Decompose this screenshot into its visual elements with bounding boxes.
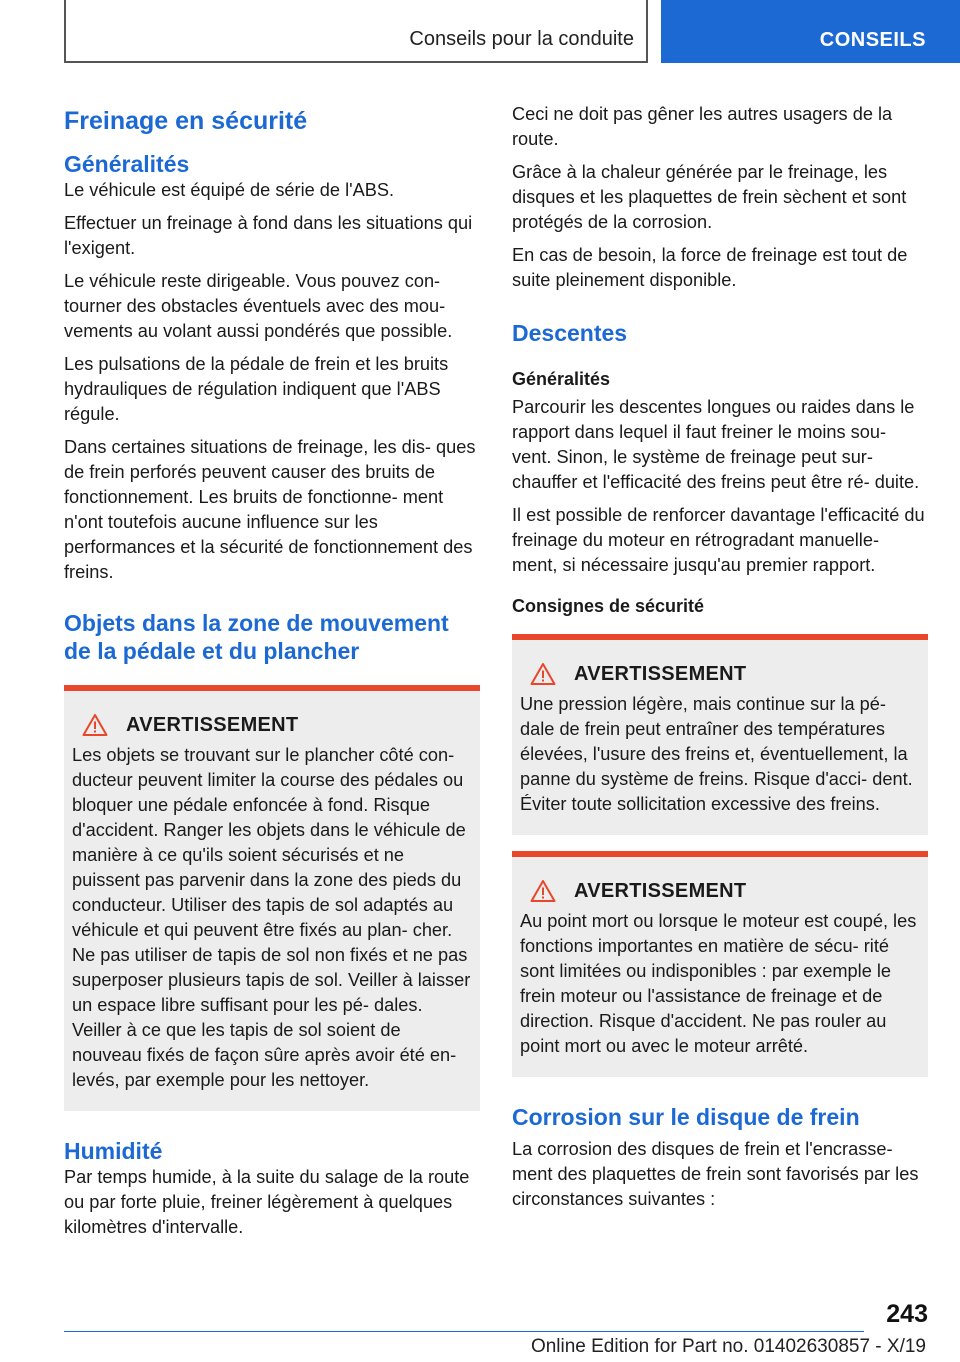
warning-box <box>512 851 928 1077</box>
page-number: 243 <box>886 1300 928 1328</box>
heading-humidity: Humidité <box>64 1138 163 1164</box>
paragraph: Le véhicule est équipé de série de l'ABS. <box>64 180 395 200</box>
paragraph: Par temps humide, à la suite du salage de la route ou par forte pluie, freiner légèrement à quelques kilomètres d'intervalle. <box>64 1167 470 1237</box>
heading-general: Généralités <box>64 151 190 177</box>
paragraph: En cas de besoin, la force de freinage est tout de suite pleinement disponible. <box>512 245 908 290</box>
warning-label: AVERTISSEMENT <box>574 879 747 902</box>
heading-corrosion: Corrosion sur le disque de frein <box>512 1104 860 1130</box>
subheading-general: Généralités <box>512 369 611 389</box>
paragraph: Parcourir les descentes longues ou raides dans le rapport dans lequel il faut freiner le moins sou‐ vent. Sinon, le système de freinage peut sur‐ chauffer et l'efficacité des freins peut être ré‐ duite. <box>512 397 920 492</box>
heading-descents: Descentes <box>512 320 628 346</box>
warning-header <box>72 713 472 737</box>
left-column <box>64 100 480 1248</box>
paragraph: Dans certaines situations de freinage, les dis‐ ques de frein perforés peuvent causer des bruits de fonctionnement. Les bruits de fonctionne‐ ment n'ont toutefois aucune influence sur les performances et la sécurité de fonctionnement des freins. <box>64 437 476 582</box>
subheading-safety: Consignes de sécurité <box>512 596 705 616</box>
warning-box <box>512 634 928 835</box>
paragraph: Grâce à la chaleur générée par le freinage, les disques et les plaquettes de frein sèchent et sont protégés de la corrosion. <box>512 162 907 232</box>
page-header <box>0 0 960 66</box>
warning-label: AVERTISSEMENT <box>574 662 747 685</box>
paragraph: Effectuer un freinage à fond dans les situations qui l'exigent. <box>64 213 473 258</box>
warning-triangle-icon <box>530 879 556 903</box>
header-section-title: Conseils pour la conduite <box>409 28 634 50</box>
right-column <box>512 102 928 1220</box>
warning-triangle-icon <box>82 713 108 737</box>
warning-header <box>520 879 920 903</box>
footer-edition: Online Edition for Part no. 01402630857 - X/19 <box>530 1336 926 1357</box>
heading-objects: Objets dans la zone de mouvement de la pédale et du plancher <box>64 610 449 664</box>
warning-text: Une pression légère, mais continue sur la pé‐ dale de frein peut entraîner des températures élevées, l'usure des freins et, éventuellement, la panne du système de freins. Risque d'acci‐ dent. Éviter toute sollicitation excessive des freins. <box>520 694 913 814</box>
header-chapter-label: CONSEILS <box>819 29 926 51</box>
warning-box <box>64 685 480 1111</box>
section-title: Freinage en sécurité <box>64 107 308 135</box>
paragraph: Ceci ne doit pas gêner les autres usagers de la route. <box>512 104 893 149</box>
warning-triangle-icon <box>530 662 556 686</box>
warning-text: Les objets se trouvant sur le plancher côté con‐ ducteur peuvent limiter la course des pédales ou bloquer une pédale enfoncée à fond. Risque d'accident. Ranger les objets dans le véhicule de manière à ce qu'ils soient sécurisés et ne puissent pas parvenir dans la zone des pieds du conducteur. Utiliser des tapis de sol adaptés au véhicule et qui peuvent être fixés au plan‐ cher. Ne pas utiliser de tapis de sol non fixés et ne pas superposer plusieurs tapis de sol. Veiller à laisser un espace libre suffisant pour les pé‐ dales. Veiller à ce que les tapis de sol soient de nouveau fixés de façon sûre après avoir été en‐ levés, par exemple pour les nettoyer. <box>72 745 471 1090</box>
warning-header <box>520 662 920 686</box>
warning-label: AVERTISSEMENT <box>126 713 299 736</box>
paragraph: Le véhicule reste dirigeable. Vous pouvez con‐ tourner des obstacles éventuels avec des mou‐ vements au volant aussi pondérés que possible. <box>64 271 453 341</box>
warning-text: Au point mort ou lorsque le moteur est coupé, les fonctions importantes en matière de sécu‐ rité sont limitées ou indisponibles : par exemple le frein moteur ou l'assistance de freinage et de direction. Risque d'accident. Ne pas rouler au point mort ou avec le moteur arrêté. <box>520 911 917 1056</box>
paragraph: Les pulsations de la pédale de frein et les bruits hydrauliques de régulation indiquent que l'ABS régule. <box>64 354 449 424</box>
paragraph: La corrosion des disques de frein et l'encrasse‐ ment des plaquettes de frein sont favorisés par les circonstances suivantes : <box>512 1139 919 1209</box>
header-chapter-tab <box>661 0 960 63</box>
footer-divider <box>64 1331 864 1332</box>
paragraph: Il est possible de renforcer davantage l'efficacité du freinage du moteur en rétrogradant manuelle‐ ment, si nécessaire jusqu'au premier rapport. <box>512 505 925 575</box>
